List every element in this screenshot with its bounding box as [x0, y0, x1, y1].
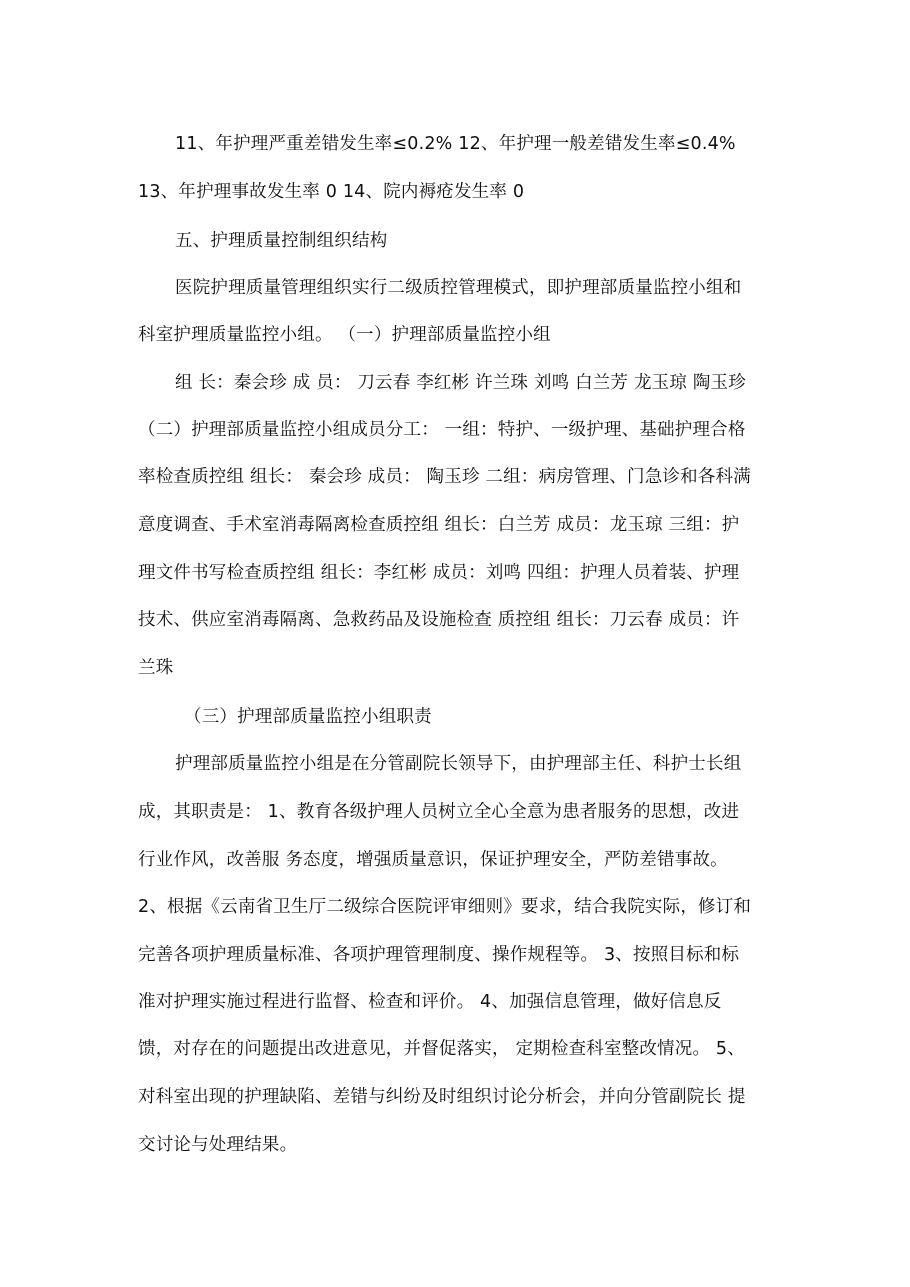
paragraph-line: （二）护理部质量监控小组成员分工： 一组：特护、一级护理、基础护理合格 — [138, 420, 746, 440]
subsection-heading: （三）护理部质量监控小组职责 — [184, 707, 432, 727]
paragraph-line: 兰珠 — [138, 658, 174, 678]
paragraph-line: 医院护理质量管理组织实行二级质控管理模式，即护理部质量监控小组和 — [175, 278, 742, 298]
group-members-line: 组 长：秦会珍 成 员： 刀云春 李红彬 许兰珠 刘鸣 白兰芳 龙玉琼 陶玉珍 — [175, 373, 746, 393]
text-line: 13、年护理事故发生率 0 14、院内褥疮发生率 0 — [138, 182, 525, 202]
paragraph-line: 护理部质量监控小组是在分管副院长领导下，由护理部主任、科护士长组 — [175, 754, 742, 774]
paragraph-line: 行业作风，改善服 务态度，增强质量意识，保证护理安全，严防差错事故。 — [138, 850, 728, 870]
paragraph-line: 交讨论与处理结果。 — [138, 1135, 298, 1155]
paragraph-line: 技术、供应室消毒隔离、急救药品及设施检查 质控组 组长：刀云春 成员：许 — [138, 610, 740, 630]
paragraph-line: 完善各项护理质量标准、各项护理管理制度、操作规程等。 3、按照目标和标 — [138, 945, 740, 965]
paragraph-line: 理文件书写检查质控组 组长：李红彬 成员：刘鸣 四组：护理人员着装、护理 — [138, 563, 740, 583]
text-line: 11、年护理严重差错发生率≤0.2% 12、年护理一般差错发生率≤0.4% — [175, 134, 736, 154]
paragraph-line: 馈，对存在的问题提出改进意见，并督促落实， 定期检查科室整改情况。 5、 — [138, 1039, 745, 1059]
paragraph-line: 率检查质控组 组长： 秦会珍 成员： 陶玉珍 二组：病房管理、门急诊和各科满 — [138, 467, 751, 487]
paragraph-line: 准对护理实施过程进行监督、检查和评价。 4、加强信息管理，做好信息反 — [138, 992, 722, 1012]
paragraph-line: 成，其职责是： 1、教育各级护理人员树立全心全意为患者服务的思想，改进 — [138, 802, 740, 822]
section-heading: 五、护理质量控制组织结构 — [175, 231, 388, 251]
paragraph-line: 科室护理质量监控小组。 （一）护理部质量监控小组 — [138, 325, 551, 345]
paragraph-line: 2、根据《云南省卫生厅二级综合医院评审细则》要求，结合我院实际，修订和 — [138, 897, 752, 917]
paragraph-line: 对科室出现的护理缺陷、差错与纠纷及时组织讨论分析会，并向分管副院长 提 — [138, 1087, 746, 1107]
paragraph-line: 意度调查、手术室消毒隔离检查质控组 组长：白兰芳 成员：龙玉琼 三组：护 — [138, 515, 740, 535]
